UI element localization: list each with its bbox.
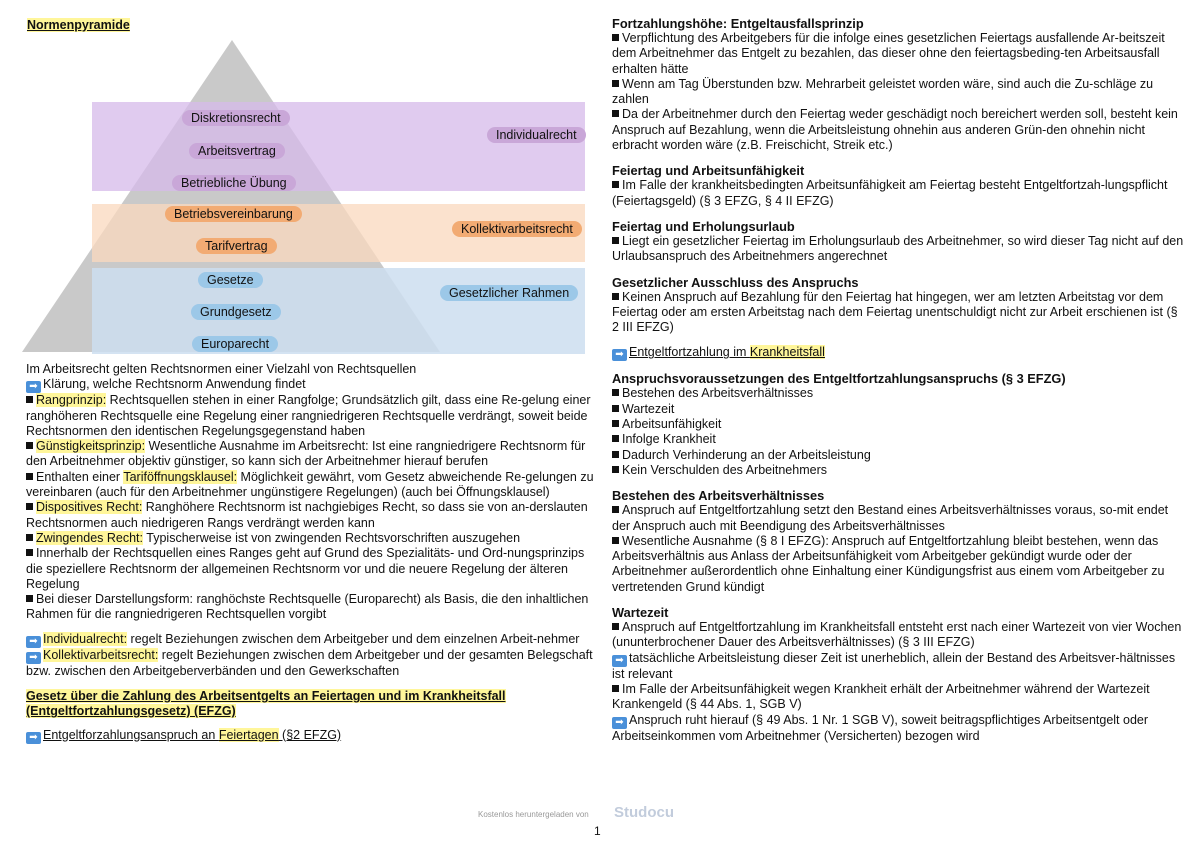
bullet-tarifoeffnungsklausel: Enthalten einer Tariföffnungsklausel: Möglichkeit gewährt, vom Gesetz abweichende Re-gelungen zu vereinbaren (auch für den Arbeitnehmer ungünstigere Regelungen) (auch bei Öffnungsklausel) — [26, 469, 594, 500]
band-individualrecht — [92, 102, 585, 191]
arrow-individualrecht: ➡ Individualrecht: regelt Beziehungen zwischen dem Arbeitgeber und dem einzelnen Arbeit-nehmer — [26, 632, 596, 648]
bullet-icon — [612, 405, 619, 412]
bullet-icon — [612, 293, 619, 300]
bullet-icon — [612, 420, 619, 427]
arrow-right-icon: ➡ — [26, 381, 41, 393]
arrow-kollektivarbeitsrecht: ➡ Kollektivarbeitsrecht: regelt Beziehungen zwischen dem Arbeitgeber und der gesamten Belegschaft bzw. zwischen den Arbeitgeberverbänden und den Gewerkschaften — [26, 647, 593, 678]
pyramid-level-betriebsvereinbarung: Betriebsvereinbarung — [165, 206, 302, 222]
arrow-right-icon: ➡ — [612, 655, 627, 667]
bullet-guenstigkeitsprinzip: Günstigkeitsprinzip: Wesentliche Ausnahme im Arbeitsrecht: Ist eine rangniedrigere Rechtsnorm für den Arbeitnehmer objektiv günstiger, so kann sich der Arbeitnehmer hierauf berufen — [26, 439, 586, 469]
label-gesetzlicher-rahmen: Gesetzlicher Rahmen — [440, 285, 578, 301]
bullet-s1-2: Wenn am Tag Überstunden bzw. Mehrarbeit geleistet worden wäre, sind auch die Zu-schläge zu zahlen — [612, 76, 1154, 107]
label-individualrecht: Individualrecht — [487, 127, 586, 143]
bullet-icon — [26, 534, 33, 541]
bullet-icon — [612, 466, 619, 473]
bullet-s7-2: Im Falle der Arbeitsunfähigkeit wegen Krankheit erhält der Arbeitnehmer während der Wartezeit Krankengeld (§ 44 Abs. 1, SGB V) — [612, 681, 1150, 712]
page-number: 1 — [594, 824, 601, 838]
bullet-icon — [26, 595, 33, 602]
arrow-s7-1: ➡ tatsächliche Arbeitsleistung dieser Zeit ist unerheblich, allein der Bestand des Arbeitsver-hältnisses ist relevant — [612, 650, 1176, 681]
list-item: Arbeitsunfähigkeit — [612, 417, 1184, 432]
bullet-s3-1: Liegt ein gesetzlicher Feiertag im Erholungsurlaub des Arbeitnehmer, so wird dieser Tag nicht auf den Urlaubsanspruch des Arbeitnehmers angerechnet — [612, 233, 1184, 264]
bullet-s1-3: Da der Arbeitnehmer durch den Feiertag weder geschädigt noch bereichert werden soll, besteht kein Anspruch auf Bezahlung, wenn die Arbeitsleistung ohnehin aus anderen Grün-den ohnehin nicht erbracht worden wäre (z.B. Freischicht, Streik etc.) — [612, 107, 1178, 153]
bullet-icon — [612, 389, 619, 396]
list-item: Infolge Krankheit — [612, 432, 1184, 447]
left-text-body — [26, 362, 596, 744]
arrow-right-icon: ➡ — [26, 636, 41, 648]
list-item: Dadurch Verhinderung an der Arbeitsleistung — [612, 448, 1184, 463]
bullet-icon — [612, 110, 619, 117]
bullet-darstellungsform: Bei dieser Darstellungsform: ranghöchste Rechtsquelle (Europarecht) als Basis, die den inhaltlichen Rahmen für die rangniedrigeren Rechtsquellen vorgibt — [26, 592, 589, 622]
list-item: Wartezeit — [612, 402, 1184, 417]
krankheitsfall-link[interactable]: ➡ Entgeltfortzahlung im Krankheitsfall — [612, 345, 1184, 361]
bullet-icon — [612, 181, 619, 188]
pyramid-level-betriebliche-uebung: Betriebliche Übung — [172, 175, 296, 191]
bullet-icon — [612, 506, 619, 513]
bullet-dispositives-recht: Dispositives Recht: Ranghöhere Rechtsnorm ist nachgiebiges Recht, so dass sie von an-derslauten Rechtsnormen auch niedrigeren Rangs verdrängt werden kann — [26, 500, 588, 530]
bullet-icon — [26, 396, 33, 403]
band-gesetzlicher-rahmen — [92, 268, 585, 354]
studocu-logo: Studocu — [614, 804, 674, 821]
bullet-icon — [612, 451, 619, 458]
pyramid-level-diskretionsrecht: Diskretionsrecht — [182, 110, 290, 126]
pyramid-level-grundgesetz: Grundgesetz — [191, 304, 281, 320]
heading-feiertag-arbeitsunfaehigkeit: Feiertag und Arbeitsunfähigkeit — [612, 163, 805, 179]
intro-text: Im Arbeitsrecht gelten Rechtsnormen einer Vielzahl von Rechtsquellen — [26, 362, 417, 376]
efzg-feiertag-link[interactable]: ➡ Entgeltforzahlungsanspruch an Feiertagen (§2 EFZG) — [26, 728, 596, 744]
section-title-normenpyramide: Normenpyramide — [27, 18, 130, 32]
right-column — [612, 16, 1184, 744]
bullet-s6-2: Wesentliche Ausnahme (§ 8 I EFZG): Anspruch auf Entgeltfortzahlung bleibt bestehen, wenn das Arbeitsverhältnis aus Anlass der Arbeitsunfähigkeit vom Arbeitgeber gekündigt wurde oder der Arbeitnehmer außerordentlich ohne Einhaltung einer Kündigungsfrist aus einem vom Arbeitgeber zu vertretenden Grund kündigt — [612, 533, 1165, 594]
arrow-right-icon: ➡ — [612, 349, 627, 361]
normenpyramide-diagram — [0, 0, 600, 360]
arrow-s7-2: ➡ Anspruch ruht hierauf (§ 49 Abs. 1 Nr. 1 SGB V), soweit beitragspflichtiges Arbeitsentgelt oder Arbeitseinkommen vom Arbeitnehmer (Versicherten) bezogen wird — [612, 712, 1149, 743]
bullet-s6-1: Anspruch auf Entgeltfortzahlung setzt den Bestand eines Arbeitsverhältnisses voraus, so-mit endet der Anspruch auch mit Beendigung des Arbeitsverhältnisses — [612, 503, 1169, 533]
list-item: Bestehen des Arbeitsverhältnisses — [612, 386, 1184, 401]
heading-wartezeit: Wartezeit — [612, 605, 669, 621]
bullet-rangprinzip: Rangprinzip: Rechtsquellen stehen in einer Rangfolge; Grundsätzlich gilt, dass eine Re-gelung einer ranghöheren Rechtsquelle eine Regelung einer rangniedrigeren Rechtsquelle verdrängt, soweit beide Rechtsnormen den identischen Regelungsgegenstand haben — [26, 393, 591, 438]
bullet-spezialitaet: Innerhalb der Rechtsquellen eines Ranges geht auf Grund des Spezialitäts- und Ord-nungsprinzips die speziellere Rechtsnorm der allgemeinen Rechtsnorm vor und die neuere Regelung der älteren Regelung — [26, 546, 585, 591]
heading-fortzahlungshoehe: Fortzahlungshöhe: Entgeltausfallsprinzip — [612, 16, 864, 31]
bullet-icon — [612, 537, 619, 544]
bullet-icon — [612, 435, 619, 442]
pyramid-level-tarifvertrag: Tarifvertrag — [196, 238, 277, 254]
arrow-right-icon: ➡ — [612, 717, 627, 729]
label-kollektivarbeitsrecht: Kollektivarbeitsrecht — [452, 221, 582, 237]
heading-feiertag-erholungsurlaub: Feiertag und Erholungsurlaub — [612, 218, 795, 234]
bullet-icon — [26, 549, 33, 556]
download-note: Kostenlos heruntergeladen von — [478, 810, 589, 819]
bullet-icon — [612, 685, 619, 692]
bullet-icon — [612, 80, 619, 87]
bullet-icon — [26, 503, 33, 510]
list-item: Kein Verschulden des Arbeitnehmers — [612, 463, 1184, 478]
heading-anspruchsvoraussetzungen: Anspruchsvoraussetzungen des Entgeltfortzahlungsanspruchs (§ 3 EFZG) — [612, 371, 1066, 387]
pyramid-level-arbeitsvertrag: Arbeitsvertrag — [189, 143, 285, 159]
arrow-right-icon: ➡ — [26, 652, 41, 664]
arrow-right-icon: ➡ — [26, 732, 41, 744]
bullet-s7-1: Anspruch auf Entgeltfortzahlung im Krankheitsfall entsteht erst nach einer Wartezeit von vier Wochen (ununterbrochener Dauer des Arbeitsverhältnisses) (§ 3 III EFZG) — [612, 620, 1182, 650]
bullet-s1-1: Verpflichtung des Arbeitgebers für die infolge eines gesetzlichen Feiertags ausfallende Ar-beitszeit dem Arbeitnehmer das Entgelt zu bezahlen, das dieser ohne den feiertagsbeding-ten Arbeitsausfall erhalten hätte — [612, 31, 1165, 76]
bullet-icon — [26, 473, 33, 480]
bullet-icon — [612, 623, 619, 630]
bullet-icon — [612, 34, 619, 41]
bullet-icon — [612, 237, 619, 244]
bullet-s2-1: Im Falle der krankheitsbedingten Arbeitsunfähigkeit am Feiertag besteht Entgeltfortzah-lungspflicht (Feiertagsgeld) (§ 3 EFZG, § 4 II EFZG) — [612, 178, 1168, 208]
intro-arrow-item: ➡ Klärung, welche Rechtsnorm Anwendung findet — [26, 377, 596, 393]
efzg-title: Gesetz über die Zahlung des Arbeitsentgelts an Feiertagen und im Krankheitsfall (Entgeltfortzahlungsgesetz) (EFZG) — [26, 689, 506, 719]
heading-bestehen-arbeitsverhaeltnis: Bestehen des Arbeitsverhältnisses — [612, 488, 825, 504]
pyramid-level-gesetze: Gesetze — [198, 272, 263, 288]
bullet-zwingendes-recht: Zwingendes Recht: Typischerweise ist von zwingenden Rechtsvorschriften auszugehen — [26, 531, 596, 546]
heading-gesetzlicher-ausschluss: Gesetzlicher Ausschluss des Anspruchs — [612, 274, 859, 290]
bullet-icon — [26, 442, 33, 449]
pyramid-level-europarecht: Europarecht — [192, 336, 278, 352]
bullet-s4-1: Keinen Anspruch auf Bezahlung für den Feiertag hat hingegen, wer am letzten Arbeitstag vor dem Feiertag oder am ersten Arbeitstag nach dem Feiertag unentschuldigt nicht zur Arbeit erschienen ist (§ 2 III EFZG) — [612, 289, 1178, 335]
